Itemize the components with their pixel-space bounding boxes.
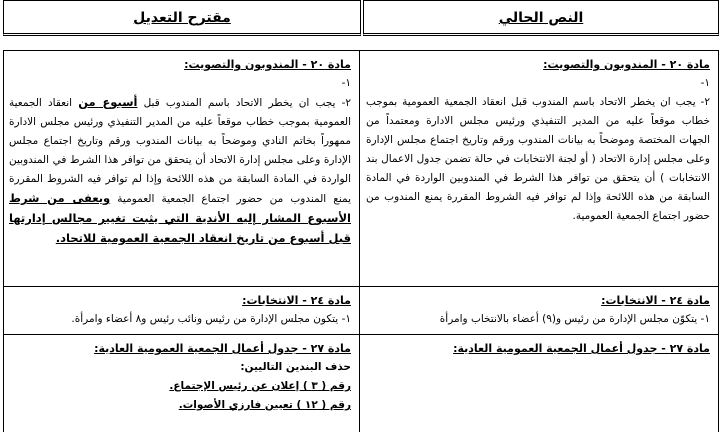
article-item: ١- يتكون مجلس الإدارة من رئيس ونائب رئيس و٨ أعضاء وامرأة.: [71, 313, 351, 325]
proposed-article-24: [3, 287, 359, 335]
deleted-item-3: رقم ( ٣ ) إعلان عن رئيس الإجتماع.: [169, 380, 351, 392]
article-title: مادة ٢٠ - المندوبون والتصويت:: [184, 58, 351, 71]
article-title: مادة ٢٧ - جدول أعمال الجمعية العمومية العادية:: [94, 342, 351, 355]
exemption-clause: ويعفى من شرط الأسبوع المشار إليه الأندية التي يثبت تغيير مجالس إدارتها قبل أسبوع من تاريخ انعقاد الجمعية العمومية للاتحاد.: [9, 191, 351, 245]
proposed-amendment-column: [3, 51, 360, 432]
item-number: ١-: [700, 77, 710, 89]
current-article-27: [360, 335, 718, 433]
proposed-article-20: [3, 51, 359, 287]
current-article-24: [360, 287, 718, 335]
comparison-table: [3, 50, 719, 432]
item-number: ١-: [341, 77, 351, 89]
current-article-20: [360, 51, 718, 287]
week-emphasis: أسبوع من: [78, 95, 138, 109]
article-title: مادة ٢٤ - الانتخابات:: [601, 294, 710, 307]
article-body: ٢- يجب ان يخطر الاتحاد باسم المندوب قبل انعقاد الجمعية العمومية بموجب خطاب موقعاً عليه من المدير التنفيذي ورئيس مجلس الادارة ومعتمداً من الجهات المختصة وموضحاً به بيانات المندوب ورقم وتاريخ اجتماع مجلس الإدارة وعلى مجلس إدارة الاتحاد ( أو لجنة الانتخابات في حالة تضمن جدول الاعمال بند الانتخابات ) أن يتحقق من توافر هذا الشرط في المندوبين الواردة في المادة السابقة من هذه اللائحة وإذا لم توافر فيه الشروط المقررة يمنع المندوب من حضور اجتماع الجمعية العمومية.: [366, 96, 710, 222]
header-current-text: النص الحالي: [363, 0, 719, 36]
article-title: مادة ٢٤ - الانتخابات:: [242, 294, 351, 307]
deleted-item-12: رقم ( ١٢ ) تعيين فارزي الأصوات.: [178, 399, 351, 411]
header-proposed-amendment: مقترح التعديل: [3, 0, 361, 36]
proposed-article-27: [3, 335, 359, 433]
delete-note: حذف البندين التاليين:: [240, 361, 351, 373]
current-text-column: [360, 51, 718, 432]
article-body: ٢- يجب ان يخطر الاتحاد باسم المندوب قبل أسبوع من انعقاد الجمعية العمومية بموجب خطاب موقعاً عليه من المدير التنفيذي ورئيس مجلس الادارة ممهوراً بخاتم النادي وموضحاً به بيانات المندوب ورقم وتاريخ اجتماع مجلس الإدارة وعلى مجلس إدارة الاتحاد أن يتحقق من توافر هذا الشرط في المندوبين الواردة في المادة السابقة من هذه اللائحة وإذا لم توافر فيه الشروط المقررة يمنع المندوب من حضور اجتماع الجمعية العمومية ويعفى من شرط الأسبوع المشار إليه الأندية التي يثبت تغيير مجالس إدارتها قبل أسبوع من تاريخ انعقاد الجمعية العمومية للاتحاد.: [9, 95, 352, 245]
article-title: مادة ٢٠ - المندوبون والتصويت:: [543, 58, 710, 71]
article-item: ١- يتكوّن مجلس الإدارة من رئيس و(٩) أعضاء بالانتخاب وامرأة: [439, 313, 710, 325]
article-title: مادة ٢٧ - جدول أعمال الجمعية العمومية العادية:: [453, 342, 710, 355]
table-header: [3, 0, 719, 38]
